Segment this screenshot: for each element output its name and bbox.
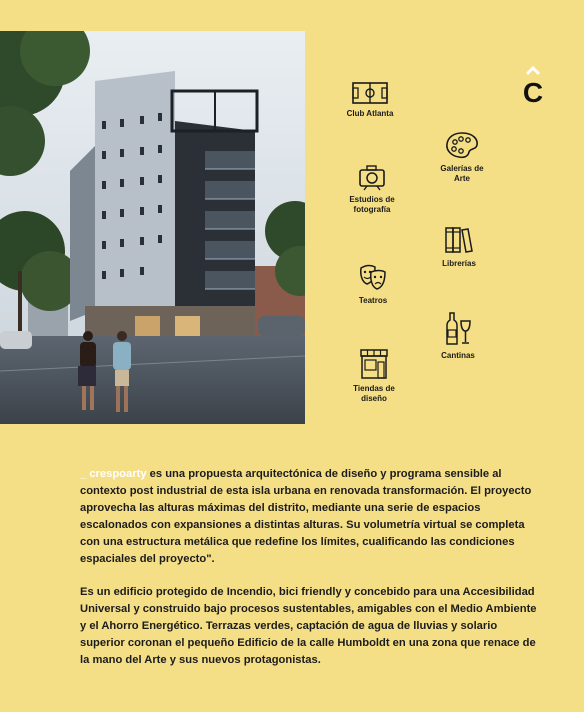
books-icon (443, 225, 475, 255)
amenity-librerias (419, 225, 499, 269)
logo-chevron-icon (520, 66, 546, 106)
description-paragraph-2: Es un edificio protegido de Incendio, bici friendly y concebido para una Accesibilidad Universal y construido bajo procesos sustentables, amigables con el Medio Ambiente y el Ahorro Energético. Terrazas verdes, captación de agua de lluvias y solario superior coronan el pequeño Edificio de la calle Humboldt en una zona que renace de la mano del Arte y sus nuevos protagonistas. (80, 586, 537, 666)
camera-icon (357, 163, 387, 191)
amenity-club-atlanta (330, 81, 410, 119)
wine-bottle-glass-icon (443, 311, 473, 347)
amenity-label: Galerías de Arte (440, 164, 484, 183)
soccer-field-icon (351, 81, 389, 105)
amenity-label: Cantinas (441, 351, 475, 360)
amenity-tiendas-de-diseno (334, 348, 414, 404)
logo-letter: C (522, 77, 544, 106)
description-paragraph-1 (80, 466, 540, 568)
amenity-label: Librerías (442, 259, 476, 268)
storefront-icon (358, 348, 390, 380)
theater-masks-icon (357, 262, 389, 292)
logo (520, 66, 546, 106)
amenity-teatros (333, 262, 413, 306)
amenity-cantinas (418, 311, 498, 361)
building-render-photo (0, 31, 305, 424)
amenity-estudios-de-fotografia (332, 163, 412, 215)
amenity-label: Club Atlanta (346, 109, 394, 118)
brand-name: _ crespoarty (80, 468, 147, 480)
amenity-label: Teatros (358, 296, 388, 305)
amenity-label: Tiendas de diseño (353, 384, 395, 403)
palette-icon (444, 130, 480, 160)
amenity-label: Estudios de fotografía (349, 195, 395, 214)
amenity-galerias-de-arte (422, 130, 502, 184)
paragraph-1-body: es una propuesta arquitectónica de diseño y programa sensible al contexto post industrial de esta isla urbana en renovada transformación. El proyecto aprovecha las alturas máximas del distrito, mediante una serie de espacios escalonados con expansiones a distintas alturas. Su volumetría virtual se completa con una estructura metálica que redefine los límites, cualificando las condiciones espaciales del proyecto". (80, 468, 532, 565)
